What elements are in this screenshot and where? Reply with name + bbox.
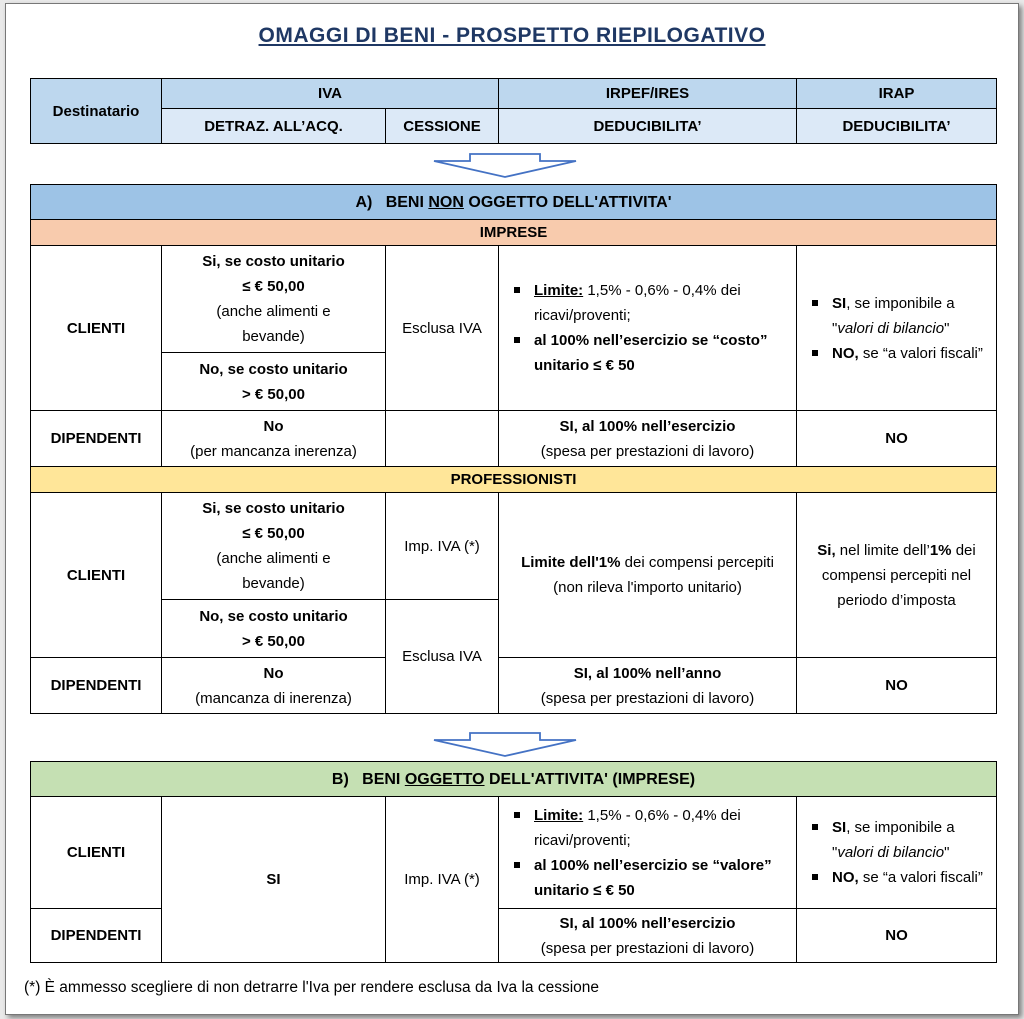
b-dipendenti-label: DIPENDENTI [31,909,162,963]
document-page [5,3,1019,1015]
prof-clienti-irpef: Limite dell'1% dei compensi percepiti (non rileva l'importo unitario) [499,493,797,658]
prof-clienti-cessione: Imp. IVA (*) [386,493,499,600]
header-cessione: CESSIONE [386,109,499,144]
header-detraz: DETRAZ. ALL’ACQ. [162,109,386,144]
b-clienti-irpef: Limite: 1,5% - 0,6% - 0,4% dei ricavi/proventi; al 100% nell’esercizio se “valore” unitario ≤ € 50 [499,797,797,909]
prof-dipendenti-irpef: SI, al 100% nell’anno (spesa per prestazioni di lavoro) [499,658,797,714]
imprese-clienti-cessione: Esclusa IVA [386,246,499,411]
header-irpef: IRPEF/IRES [499,79,797,109]
imprese-clienti-irap: SI, se imponibile a "valori di bilancio" NO, se “a valori fiscali” [797,246,997,411]
prof-dipendenti-irap: NO [797,658,997,714]
professionisti-band: PROFESSIONISTI [31,467,997,493]
imprese-clienti-si: Si, se costo unitario ≤ € 50,00 (anche alimenti e bevande) [162,246,386,353]
imprese-dipendenti-irap: NO [797,411,997,467]
b-clienti-label: CLIENTI [31,797,162,909]
b-cessione: Imp. IVA (*) [386,797,499,963]
header-deduc-irpef: DEDUCIBILITA’ [499,109,797,144]
prof-cessione-esclusa: Esclusa IVA [386,600,499,714]
imprese-clienti-irpef: Limite: 1,5% - 0,6% - 0,4% dei ricavi/proventi; al 100% nell’esercizio se “costo” unitario ≤ € 50 [499,246,797,411]
b-dipendenti-irpef: SI, al 100% nell’esercizio (spesa per prestazioni di lavoro) [499,909,797,963]
prof-clienti-irap: Si, nel limite dell’1% dei compensi percepiti nel periodo d’imposta [797,493,997,658]
header-table [30,78,997,144]
down-arrow-icon [432,153,578,179]
header-deduc-irap: DEDUCIBILITA’ [797,109,997,144]
section-b-table [30,761,997,963]
b-iva-si: SI [162,797,386,963]
header-irap: IRAP [797,79,997,109]
down-arrow-icon [432,732,578,758]
prof-clienti-no: No, se costo unitario > € 50,00 [162,600,386,658]
imprese-dipendenti-iva: No (per mancanza inerenza) [162,411,386,467]
imprese-dipendenti-label: DIPENDENTI [31,411,162,467]
prof-clienti-si: Si, se costo unitario ≤ € 50,00 (anche alimenti e bevande) [162,493,386,600]
imprese-dipendenti-irpef: SI, al 100% nell’esercizio (spesa per prestazioni di lavoro) [499,411,797,467]
imprese-band: IMPRESE [31,220,997,246]
section-a-table [30,184,997,714]
b-dipendenti-irap: NO [797,909,997,963]
header-destinatario: Destinatario [31,79,162,144]
footnote: (*) È ammesso scegliere di non detrarre l'Iva per rendere esclusa da Iva la cessione [24,979,600,996]
header-iva: IVA [162,79,499,109]
prof-dipendenti-label: DIPENDENTI [31,658,162,714]
imprese-clienti-no: No, se costo unitario > € 50,00 [162,353,386,411]
prof-dipendenti-iva: No (mancanza di inerenza) [162,658,386,714]
prof-clienti-label: CLIENTI [31,493,162,658]
section-b-title: B) BENI OGGETTO DELL'ATTIVITA' (IMPRESE) [31,762,997,797]
page-title: OMAGGI DI BENI - PROSPETTO RIEPILOGATIVO [258,24,766,47]
b-clienti-irap: SI, se imponibile a "valori di bilancio" NO, se “a valori fiscali” [797,797,997,909]
imprese-dipendenti-cessione [386,411,499,467]
section-a-title: A) BENI NON OGGETTO DELL'ATTIVITA' [31,185,997,220]
imprese-clienti-label: CLIENTI [31,246,162,411]
